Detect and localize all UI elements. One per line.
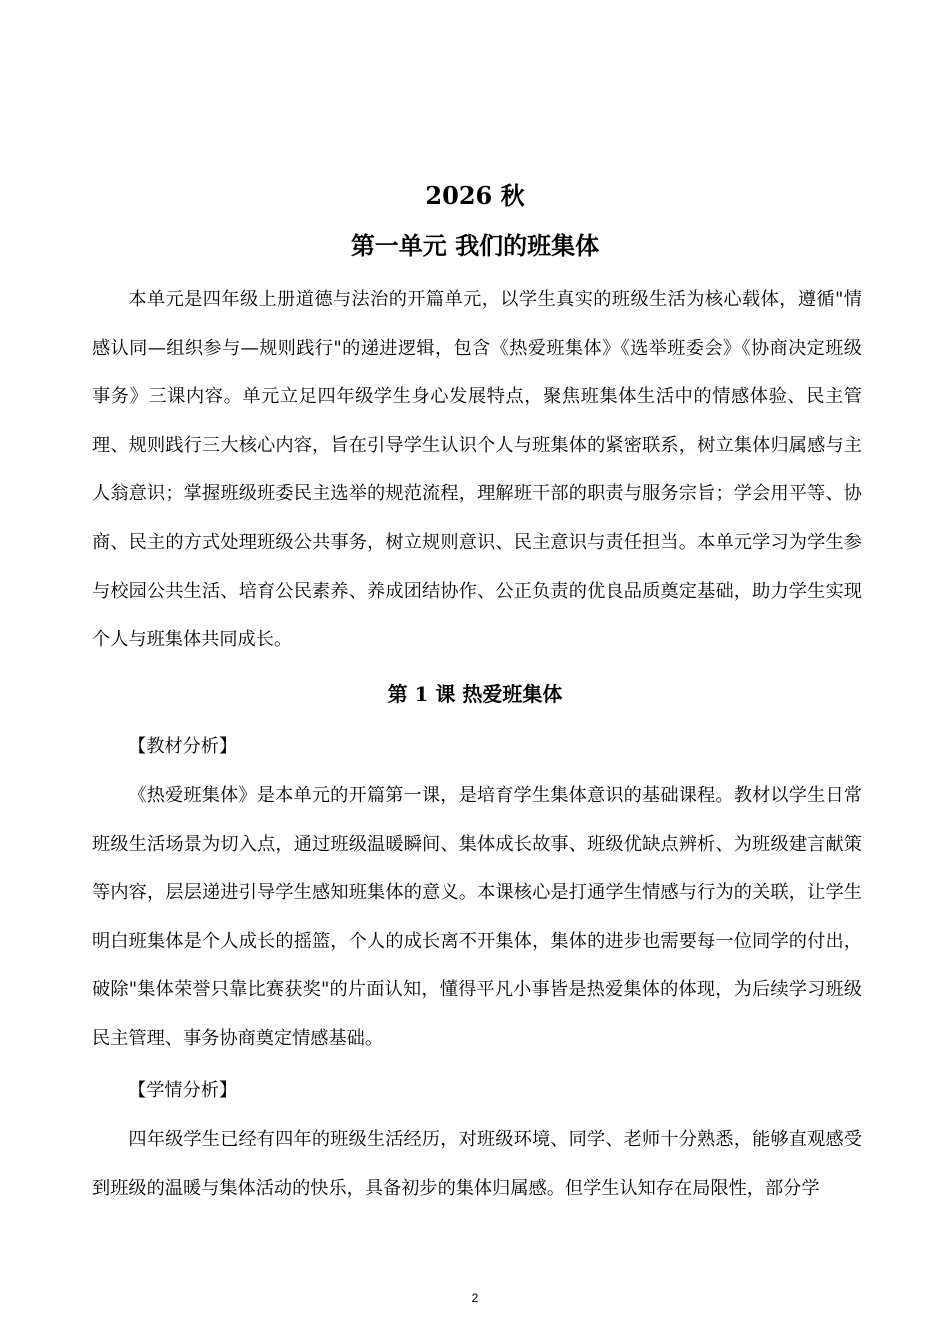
lesson-title: 第 1 课 热爱班集体 — [387, 682, 563, 706]
year-title: 2026 秋 — [425, 181, 525, 210]
student-analysis-paragraph: 四年级学生已经有四年的班级生活经历，对班级环境、同学、老师十分熟悉，能够直观感受到班级的温暖与集体活动的快乐，具备初步的集体归属感。但学生认知存在局限性，部分学 — [92, 1129, 862, 1199]
page-number: 2 — [471, 1291, 479, 1305]
textbook-analysis-paragraph: 《热爱班集体》是本单元的开篇第一课，是培育学生集体意识的基础课程。教材以学生日常班级生活场景为切入点，通过班级温暖瞬间、集体成长故事、班级优缺点辨析、为班级建言献策等内容，层层递进引导学生感知班集体的意义。本课核心是打通学生情感与行为的关联，让学生明白班集体是个人成长的摇篮，个人的成长离不开集体，集体的进步也需要每一位同学的付出，破除"集体荣誉只靠比赛获奖"的片面认知，懂得平凡小事皆是热爱集体的体现，为后续学习班级民主管理、事务协商奠定情感基础。 — [92, 785, 862, 1049]
student-analysis-heading: 【学情分析】 — [128, 1080, 238, 1101]
textbook-analysis-heading: 【教材分析】 — [128, 736, 238, 757]
unit-intro-paragraph: 本单元是四年级上册道德与法治的开篇单元，以学生真实的班级生活为核心载体，遵循"情感认同—组织参与—规则践行"的递进逻辑，包含《热爱班集体》《选举班委会》《协商决定班级事务》三课内容。单元立足四年级学生身心发展特点，聚焦班集体生活中的情感体验、民主管理、规则践行三大核心内容，旨在引导学生认识个人与班集体的紧密联系，树立集体归属感与主人翁意识；掌握班级班委民主选举的规范流程，理解班干部的职责与服务宗旨；学会用平等、协商、民主的方式处理班级公共事务，树立规则意识、民主意识与责任担当。本单元学习为学生参与校园公共生活、培育公民素养、养成团结协作、公正负责的优良品质奠定基础，助力学生实现个人与班集体共同成长。 — [92, 289, 862, 651]
unit-title: 第一单元 我们的班集体 — [350, 231, 600, 260]
